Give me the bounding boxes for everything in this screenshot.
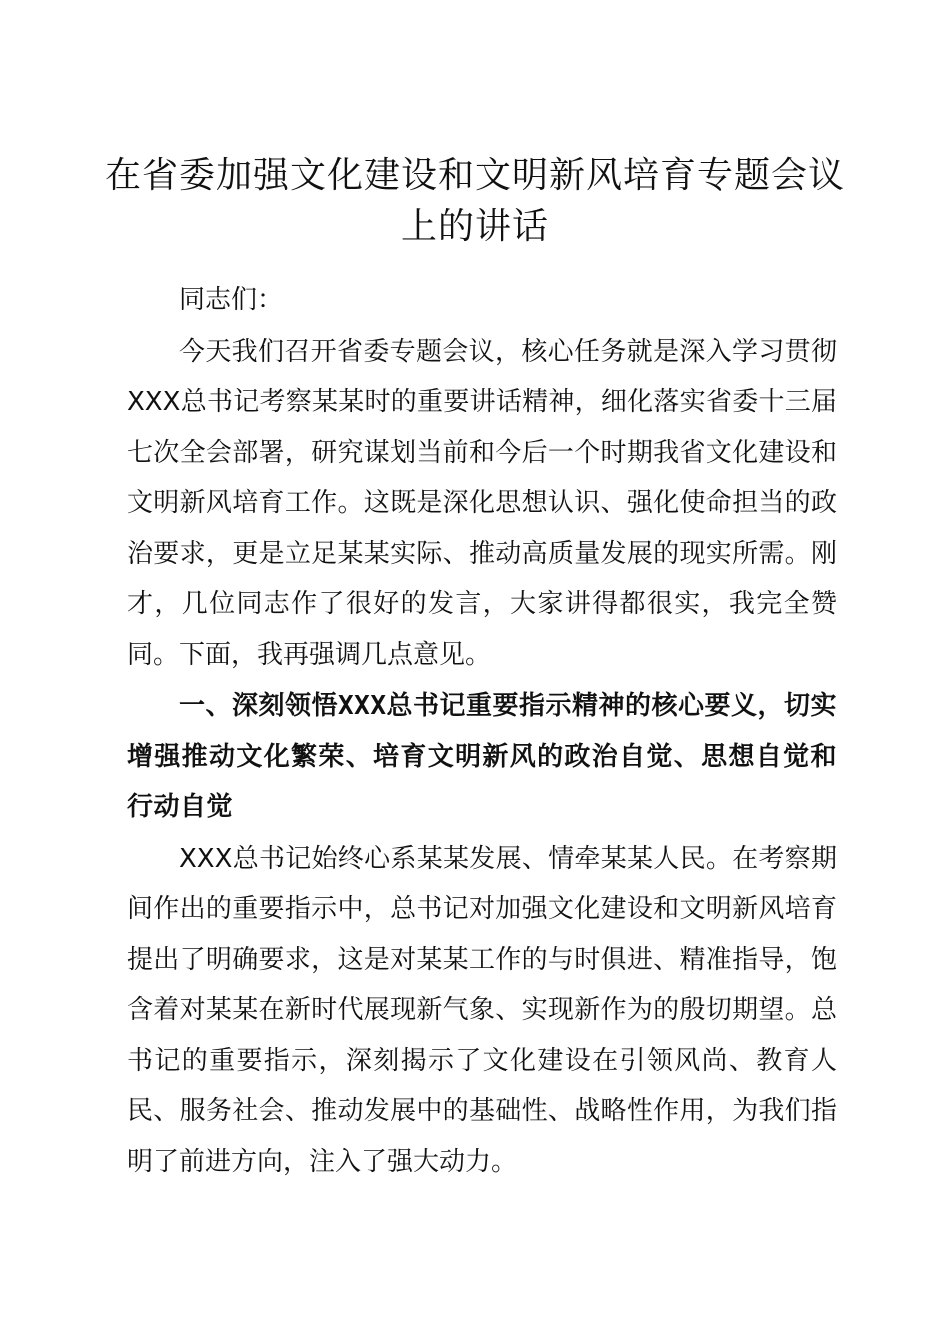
document-title: 在省委加强文化建设和文明新风培育专题会议上的讲话 (104, 155, 845, 247)
paragraph-intro: 今天我们召开省委专题会议，核心任务就是深入学习贯彻XXX总书记考察某某时的重要讲话精神，细化落实省委十三届七次全会部署，研究谋划当前和今后一个时期我省文化建设和文明新风培育工作。这既是深化思想认识、强化使命担当的政治要求，更是立足某某实际、推动高质量发展的现实所需。刚才，几位同志作了很好的发言，大家讲得都很实，我完全赞同。下面，我再强调几点意见。 (127, 336, 837, 670)
document-body (127, 275, 837, 1188)
section-heading-1: 一、深刻领悟XXX总书记重要指示精神的核心要义，切实增强推动文化繁荣、培育文明新风的政治自觉、思想自觉和行动自觉 (127, 691, 837, 822)
paragraph-section-1: XXX总书记始终心系某某发展、情牵某某人民。在考察期间作出的重要指示中，总书记对加强文化建设和文明新风培育提出了明确要求，这是对某某工作的与时俱进、精准指导，饱含着对某某在新时代展现新气象、实现新作为的殷切期望。总书记的重要指示，深刻揭示了文化建设在引领风尚、教育人民、服务社会、推动发展中的基础性、战略性作用，为我们指明了前进方向，注入了强大动力。 (127, 843, 837, 1177)
salutation: 同志们： (179, 285, 284, 315)
